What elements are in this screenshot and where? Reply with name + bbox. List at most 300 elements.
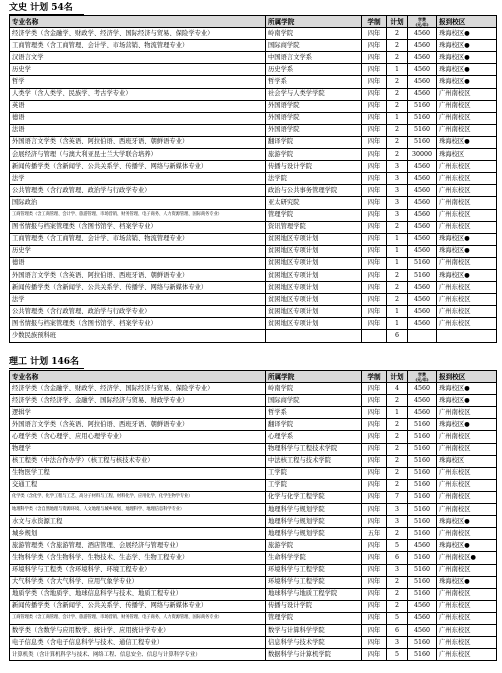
header-college: 所属学院 [266,16,362,28]
cell-major: 逻辑学 [10,407,266,419]
table-row [10,383,497,395]
cell-duration: 四年 [362,455,387,467]
cell-campus: 广州东校区 [437,600,497,612]
cell-fee: 5160 [408,136,437,148]
table-row [10,467,497,479]
cell-college: 管理学院 [266,209,362,221]
table-row [10,637,497,649]
cell-plan: 3 [387,209,408,221]
cell-plan: 6 [387,624,408,636]
cell-campus: 珠海校区 [437,149,497,161]
cell-plan: 1 [387,407,408,419]
cell-plan: 3 [387,161,408,173]
cell-fee: 4560 [408,612,437,624]
cell-college: 管理学院 [266,612,362,624]
cell-plan: 2 [387,100,408,112]
cell-plan: 1 [387,64,408,76]
cell-college: 地球科学与地质工程学院 [266,588,362,600]
cell-plan: 2 [387,576,408,588]
cell-duration: 四年 [362,173,387,185]
cell-major: 化学类（含化学、化学工程与工艺、高分子材料与工程、材料化学、应用化学、化学生物学专业） [10,491,266,503]
cell-major: 核工程类（中法合作办学）（核工程与核技术专业） [10,455,266,467]
cell-fee: 5160 [408,443,437,455]
cell-campus: 广州南校区 [437,257,497,269]
cell-fee: 4560 [408,76,437,88]
cell-plan: 2 [387,269,408,281]
cell-plan: 3 [387,185,408,197]
cell-fee: 5160 [408,467,437,479]
cell-fee [408,330,437,342]
table-row [10,479,497,491]
cell-campus: 广州南校区● [437,552,497,564]
table-row [10,294,497,306]
cell-college: 工学院 [266,467,362,479]
cell-major: 法学 [10,173,266,185]
cell-fee: 4560 [408,407,437,419]
cell-duration: 四年 [362,612,387,624]
cell-plan: 2 [387,294,408,306]
cell-major: 经济学类（含金融学、财政学、经济学、国际经济与贸易、保险学专业） [10,28,266,40]
cell-campus: 广州南校区 [437,112,497,124]
cell-college: 地理科学与规划学院 [266,528,362,540]
table-row [10,149,497,161]
cell-plan: 2 [387,40,408,52]
cell-campus: 广州东校区 [437,185,497,197]
table-row [10,419,497,431]
header-campus: 报到校区 [437,16,497,28]
cell-college: 岭南学院 [266,383,362,395]
table-row [10,540,497,552]
table-body-science [10,383,497,661]
cell-campus: 珠海校区● [437,64,497,76]
cell-college: 国际商学院 [266,40,362,52]
table-row [10,28,497,40]
cell-campus: 珠海校区● [437,395,497,407]
cell-fee: 5160 [408,637,437,649]
cell-major: 环境科学与工程类（含环境科学、环境工程专业） [10,564,266,576]
cell-major: 生物科学类（含生物科学、生物技术、生态学、生物工程专业） [10,552,266,564]
cell-fee: 4560 [408,52,437,64]
cell-college: 生命科学学院 [266,552,362,564]
cell-duration: 四年 [362,112,387,124]
cell-college: 数据科学与计算机学院 [266,649,362,661]
cell-plan: 7 [387,491,408,503]
cell-college: 数学与计算科学学院 [266,624,362,636]
cell-campus: 广州南校区 [437,588,497,600]
cell-duration: 四年 [362,221,387,233]
cell-major: 少数民族预科班 [10,330,266,342]
cell-campus: 广州东校区 [437,467,497,479]
header-fee: 学费 (元/年) [408,16,437,28]
cell-major: 外国语言文学类（含英语、阿拉伯语、西班牙语、朝鲜语专业） [10,136,266,148]
cell-fee: 4560 [408,173,437,185]
cell-plan: 2 [387,149,408,161]
section-title-liberal-arts: 文史 计划 54名 [9,3,73,13]
cell-duration: 四年 [362,40,387,52]
cell-campus: 珠海校区● [437,136,497,148]
cell-college: 环境科学与工程学院 [266,576,362,588]
cell-fee: 4560 [408,221,437,233]
table-row [10,431,497,443]
cell-fee: 4560 [408,318,437,330]
cell-fee: 5160 [408,100,437,112]
cell-campus: 珠海校区● [437,76,497,88]
cell-fee: 4560 [408,540,437,552]
cell-major: 人类学（含人类学、民族学、考古学专业） [10,88,266,100]
cell-duration: 四年 [362,245,387,257]
cell-duration: 四年 [362,407,387,419]
cell-campus: 广州东校区 [437,282,497,294]
cell-fee: 5160 [408,479,437,491]
cell-major: 工商管理类（含工商管理、会计学、旅游管理、市场营销、财务管理、电子商务、人力资源管理、国际商务专业） [10,612,266,624]
cell-major: 德语 [10,257,266,269]
table-row [10,588,497,600]
cell-fee: 5160 [408,124,437,136]
cell-fee: 4560 [408,88,437,100]
table-row [10,269,497,281]
cell-fee: 4560 [408,282,437,294]
cell-duration: 四年 [362,306,387,318]
cell-major: 经济学类（含经济学、金融学、国际经济与贸易、财政学专业） [10,395,266,407]
cell-campus [437,330,497,342]
table-row [10,504,497,516]
cell-fee: 4560 [408,64,437,76]
cell-college: 国际商学院 [266,395,362,407]
cell-college: 亚太研究院 [266,197,362,209]
table-row [10,112,497,124]
cell-major: 工商管理类（含工商管理、会计学、市场营销、物流管理专业） [10,40,266,52]
cell-campus: 珠海校区● [437,576,497,588]
cell-major: 英语 [10,100,266,112]
table-row [10,88,497,100]
cell-college [266,330,362,342]
table-row [10,76,497,88]
header-college: 所属学院 [266,371,362,383]
cell-campus: 珠海校区● [437,28,497,40]
cell-duration: 四年 [362,443,387,455]
cell-plan: 5 [387,540,408,552]
cell-duration: 四年 [362,491,387,503]
table-row [10,330,497,342]
cell-major: 工商管理类（含工商管理、会计学、市场营销、物流管理专业） [10,233,266,245]
table-row [10,52,497,64]
cell-plan: 2 [387,431,408,443]
header-major: 专业名称 [10,371,266,383]
cell-major: 法学 [10,294,266,306]
table-row [10,516,497,528]
table-row [10,395,497,407]
cell-campus: 广州南校区 [437,124,497,136]
table-row [10,173,497,185]
cell-plan: 2 [387,88,408,100]
cell-fee: 5160 [408,516,437,528]
cell-plan: 5 [387,649,408,661]
header-plan: 计划 [387,371,408,383]
cell-major: 数学类（含数学与应用数学、统计学、应用统计学专业） [10,624,266,636]
table-row [10,455,497,467]
table-header-row [10,16,497,28]
cell-plan: 2 [387,479,408,491]
cell-major: 会展经济与管理（与澳大利亚昆士兰大学联合培养） [10,149,266,161]
cell-college: 地理科学与规划学院 [266,504,362,516]
cell-fee: 4560 [408,245,437,257]
table-row [10,40,497,52]
cell-major: 心理学类（含心理学、应用心理学专业） [10,431,266,443]
header-fee: 学费 (元/年) [408,371,437,383]
cell-duration: 四年 [362,209,387,221]
cell-fee: 5160 [408,431,437,443]
table-row [10,564,497,576]
cell-major: 交通工程 [10,479,266,491]
header-duration: 学制 [362,371,387,383]
cell-campus: 广州东校区 [437,318,497,330]
table-row [10,491,497,503]
cell-plan: 3 [387,173,408,185]
cell-major: 经济学类（含金融学、财政学、经济学、国际经济与贸易、保险学专业） [10,383,266,395]
cell-college: 旅游学院 [266,540,362,552]
cell-fee: 4560 [408,185,437,197]
cell-plan: 6 [387,552,408,564]
cell-campus: 广州南校区 [437,197,497,209]
table-row [10,257,497,269]
table-row [10,407,497,419]
cell-duration: 四年 [362,233,387,245]
cell-plan: 6 [387,330,408,342]
cell-duration: 四年 [362,383,387,395]
cell-major: 水文与水资源工程 [10,516,266,528]
cell-college: 法学院 [266,173,362,185]
cell-duration: 四年 [362,649,387,661]
cell-plan: 3 [387,504,408,516]
cell-campus: 珠海校区● [437,540,497,552]
cell-college: 翻译学院 [266,419,362,431]
cell-duration: 四年 [362,467,387,479]
cell-major: 生物医学工程 [10,467,266,479]
cell-campus: 广州东校区 [437,294,497,306]
cell-plan: 3 [387,197,408,209]
cell-duration: 四年 [362,28,387,40]
cell-campus: 广州南校区 [437,504,497,516]
cell-college: 政治与公共事务管理学院 [266,185,362,197]
cell-plan: 2 [387,28,408,40]
cell-fee: 5160 [408,455,437,467]
cell-duration: 四年 [362,588,387,600]
cell-campus: 珠海校区● [437,245,497,257]
cell-campus: 广州东校区 [437,173,497,185]
cell-duration: 四年 [362,504,387,516]
cell-plan: 2 [387,124,408,136]
cell-plan: 2 [387,528,408,540]
cell-major: 外国语言文学类（含英语、阿拉伯语、西班牙语、朝鲜语专业） [10,269,266,281]
cell-campus: 珠海校区● [437,269,497,281]
table-liberal-arts [9,15,497,343]
cell-fee: 4560 [408,161,437,173]
cell-major: 旅游管理类（含旅游管理、酒店管理、会展经济与管理专业） [10,540,266,552]
cell-college: 贫困地区专项计划 [266,306,362,318]
cell-college: 哲学系 [266,76,362,88]
cell-campus: 广州南校区 [437,100,497,112]
cell-college: 传播与设计学院 [266,600,362,612]
section-title-underline [9,368,84,369]
table-row [10,600,497,612]
cell-major: 国际政治 [10,197,266,209]
cell-plan: 1 [387,306,408,318]
cell-fee: 4560 [408,294,437,306]
cell-campus: 广州南校区 [437,491,497,503]
cell-campus: 广州南校区 [437,407,497,419]
cell-major: 新闻传播学类（含新闻学、公共关系学、传播学、网络与新媒体专业） [10,282,266,294]
table-row [10,233,497,245]
cell-college: 资讯管理学院 [266,221,362,233]
cell-college: 旅游学院 [266,149,362,161]
cell-plan: 2 [387,419,408,431]
cell-campus: 广州南校区 [437,443,497,455]
cell-duration: 四年 [362,124,387,136]
table-row [10,136,497,148]
cell-duration: 四年 [362,136,387,148]
cell-fee: 4560 [408,624,437,636]
cell-plan: 1 [387,112,408,124]
cell-plan: 2 [387,588,408,600]
cell-college: 贫困地区专项计划 [266,294,362,306]
cell-major: 德语 [10,112,266,124]
cell-plan: 5 [387,612,408,624]
header-plan: 计划 [387,16,408,28]
cell-fee: 4560 [408,40,437,52]
cell-major: 城乡规划 [10,528,266,540]
cell-major: 电子信息类（含电子信息科学与技术、通信工程专业） [10,637,266,649]
cell-fee: 5160 [408,269,437,281]
cell-fee: 5160 [408,564,437,576]
cell-campus: 珠海校区● [437,516,497,528]
table-body-liberal-arts [10,28,497,342]
table-science [9,370,497,661]
cell-campus: 珠海校区● [437,383,497,395]
header-campus: 报到校区 [437,371,497,383]
cell-major: 公共管理类（含行政管理、政治学与行政学专业） [10,185,266,197]
table-row [10,64,497,76]
cell-duration: 四年 [362,197,387,209]
cell-campus: 广州南校区 [437,528,497,540]
cell-campus: 广州南校区 [437,564,497,576]
cell-duration: 四年 [362,552,387,564]
cell-fee: 5160 [408,257,437,269]
cell-college: 贫困地区专项计划 [266,318,362,330]
cell-campus: 珠海校区● [437,40,497,52]
cell-major: 新闻传播学类（含新闻学、公共关系学、传播学、网络与新媒体专业） [10,161,266,173]
table-header-row [10,371,497,383]
cell-duration: 四年 [362,419,387,431]
cell-major: 外国语言文学类（含英语、阿拉伯语、西班牙语、朝鲜语专业） [10,419,266,431]
cell-fee: 5160 [408,552,437,564]
cell-duration: 四年 [362,624,387,636]
cell-duration: 四年 [362,185,387,197]
cell-college: 历史学系 [266,64,362,76]
table-row [10,552,497,564]
table-row [10,624,497,636]
cell-plan: 3 [387,564,408,576]
cell-fee: 4560 [408,306,437,318]
cell-plan: 1 [387,257,408,269]
cell-duration: 四年 [362,257,387,269]
cell-plan: 2 [387,467,408,479]
cell-campus: 广州东校区 [437,612,497,624]
cell-fee: 4560 [408,395,437,407]
cell-college: 中法核工程与技术学院 [266,455,362,467]
cell-campus: 珠海校区● [437,52,497,64]
cell-major: 地理科学类（含自然地理与资源环境、人文地理与城乡规划、地理科学、地理信息科学专业） [10,504,266,516]
cell-campus: 广州东校区 [437,649,497,661]
cell-plan: 2 [387,443,408,455]
cell-fee: 4560 [408,209,437,221]
table-row [10,161,497,173]
cell-campus: 广州东校区 [437,479,497,491]
cell-campus: 珠海校区● [437,233,497,245]
cell-plan: 3 [387,516,408,528]
cell-duration: 四年 [362,64,387,76]
cell-duration: 四年 [362,52,387,64]
table-row [10,528,497,540]
cell-fee: 4560 [408,28,437,40]
cell-plan: 2 [387,455,408,467]
cell-college: 物理科学与工程技术学院 [266,443,362,455]
cell-fee: 5160 [408,419,437,431]
cell-duration: 四年 [362,479,387,491]
cell-fee: 30000 [408,149,437,161]
cell-duration: 四年 [362,318,387,330]
cell-college: 社会学与人类学学院 [266,88,362,100]
cell-campus: 广州南校区 [437,431,497,443]
cell-college: 中国语言文学系 [266,52,362,64]
cell-college: 贫困地区专项计划 [266,282,362,294]
cell-college: 贫困地区专项计划 [266,233,362,245]
cell-duration: 四年 [362,269,387,281]
cell-major: 工商管理类（含工商管理、会计学、旅游管理、市场营销、财务管理、电子商务、人力资源管理、国际商务专业） [10,209,266,221]
cell-duration [362,330,387,342]
table-row [10,124,497,136]
cell-duration: 四年 [362,540,387,552]
table-row [10,649,497,661]
cell-major: 法语 [10,124,266,136]
cell-college: 传播与设计学院 [266,161,362,173]
cell-plan: 1 [387,245,408,257]
cell-fee: 4560 [408,233,437,245]
cell-college: 化学与化学工程学院 [266,491,362,503]
cell-duration: 四年 [362,149,387,161]
cell-major: 图书情报与档案管理类（含图书馆学、档案学专业） [10,318,266,330]
cell-campus: 广州东校区 [437,161,497,173]
cell-campus: 广州东校区 [437,624,497,636]
cell-plan: 2 [387,600,408,612]
cell-fee: 4560 [408,197,437,209]
table-row [10,282,497,294]
cell-major: 地质学类（含地质学、地球信息科学与技术、地质工程专业） [10,588,266,600]
cell-college: 贫困地区专项计划 [266,245,362,257]
section-title-science: 理工 计划 146名 [9,357,80,367]
cell-duration: 四年 [362,88,387,100]
cell-campus: 广州东校区 [437,209,497,221]
cell-plan: 1 [387,233,408,245]
cell-plan: 2 [387,52,408,64]
cell-fee: 5160 [408,649,437,661]
cell-major: 图书情报与档案管理类（含图书馆学、档案学专业） [10,221,266,233]
cell-campus: 广州东校区 [437,221,497,233]
cell-college: 岭南学院 [266,28,362,40]
table-row [10,245,497,257]
cell-college: 贫困地区专项计划 [266,269,362,281]
cell-plan: 2 [387,282,408,294]
cell-campus: 珠海校区● [437,419,497,431]
